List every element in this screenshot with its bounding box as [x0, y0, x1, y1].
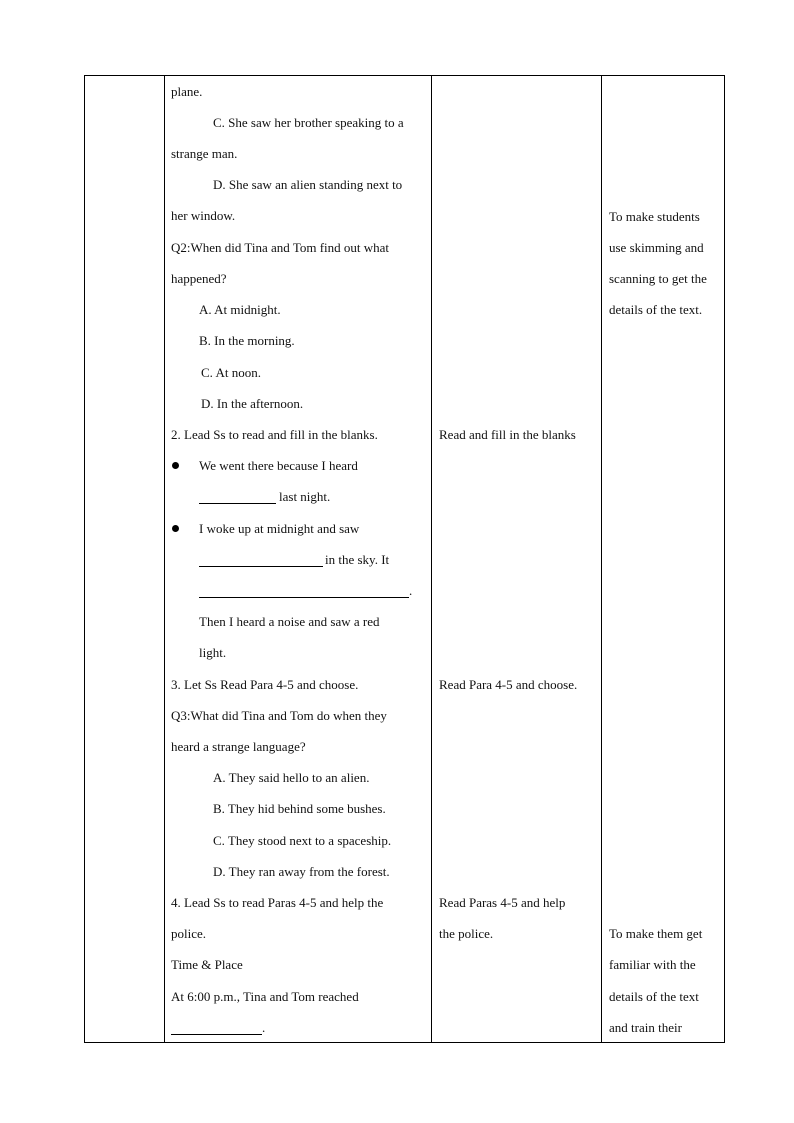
reached-end: .: [262, 1020, 266, 1035]
task-2: 2. Lead Ss to read and fill in the blanks.: [171, 427, 378, 442]
q1-option-c: C. She saw her brother speaking to a: [213, 115, 404, 130]
purpose-2: To make them get: [609, 926, 703, 941]
column-divider: [431, 76, 432, 1042]
task-3: 3. Let Ss Read Para 4-5 and choose.: [171, 677, 359, 692]
q2-option-b: B. In the morning.: [199, 333, 295, 348]
bullet-icon: [172, 462, 179, 469]
fill-blank: [171, 1034, 262, 1035]
student-activity-fill: Read and fill in the blanks: [439, 427, 576, 442]
blank-item-1: We went there because I heard: [199, 458, 358, 473]
question-2-cont: happened?: [171, 271, 227, 286]
blank-item-2-end: .: [409, 583, 413, 598]
blank-item-2-cont: in the sky. It: [325, 552, 390, 567]
q1-option-d: D. She saw an alien standing next to: [213, 177, 403, 192]
time-place-heading: Time & Place: [171, 957, 243, 972]
q3-option-a: A. They said hello to an alien.: [213, 770, 370, 785]
blank-item-2-line4: Then I heard a noise and saw a red: [199, 614, 380, 629]
task-4: 4. Lead Ss to read Paras 4-5 and help the: [171, 895, 384, 910]
q2-option-c: C. At noon.: [201, 365, 261, 380]
q3-option-c: C. They stood next to a spaceship.: [213, 833, 392, 848]
purpose-2-line3: details of the text: [609, 989, 699, 1004]
blank-item-1-cont: last night.: [279, 489, 331, 504]
student-activity-choose: Read Para 4-5 and choose.: [439, 677, 578, 692]
bullet-icon: [172, 525, 179, 532]
q2-option-a: A. At midnight.: [199, 302, 281, 317]
q3-option-b: B. They hid behind some bushes.: [213, 801, 386, 816]
q2-option-d: D. In the afternoon.: [201, 396, 304, 411]
question-2: Q2:When did Tina and Tom find out what: [171, 240, 390, 255]
q1-option-d-cont: her window.: [171, 208, 236, 223]
blank-item-2: I woke up at midnight and saw: [199, 521, 360, 536]
reached-sentence: At 6:00 p.m., Tina and Tom reached: [171, 989, 359, 1004]
q3-option-d: D. They ran away from the forest.: [213, 864, 390, 879]
purpose-2-line2: familiar with the: [609, 957, 696, 972]
fill-blank: [199, 597, 409, 598]
purpose-1-line2: use skimming and: [609, 240, 704, 255]
student-activity-help: Read Paras 4-5 and help: [439, 895, 566, 910]
question-3: Q3:What did Tina and Tom do when they: [171, 708, 387, 723]
purpose-1: To make students: [609, 209, 700, 224]
q1-option-c-cont: strange man.: [171, 146, 238, 161]
question-3-cont: heard a strange language?: [171, 739, 306, 754]
column-divider: [601, 76, 602, 1042]
purpose-2-line4: and train their: [609, 1020, 682, 1035]
fill-blank: [199, 503, 276, 504]
student-activity-help-cont: the police.: [439, 926, 494, 941]
task-4-cont: police.: [171, 926, 207, 941]
column-divider: [164, 76, 165, 1042]
purpose-1-line3: scanning to get the: [609, 271, 707, 286]
q1-tail: plane.: [171, 84, 203, 99]
fill-blank: [199, 566, 323, 567]
purpose-1-line4: details of the text.: [609, 302, 703, 317]
blank-item-2-line5: light.: [199, 645, 227, 660]
